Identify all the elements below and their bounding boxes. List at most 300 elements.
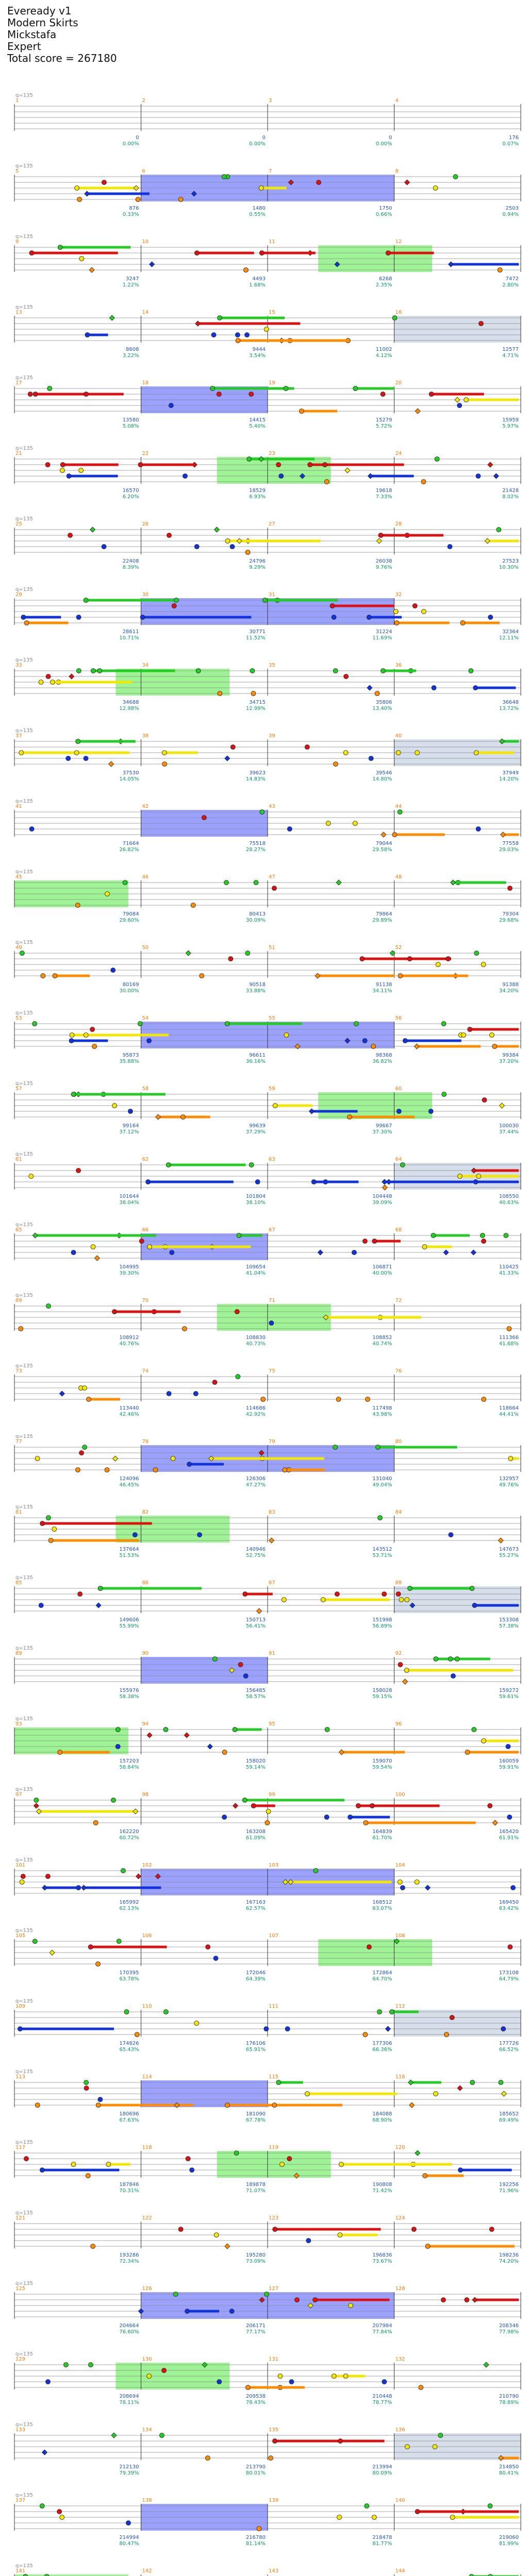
measure-score: 198236 [499, 2252, 519, 2258]
measure-score: 37949 [502, 770, 519, 776]
measure-score: 206171 [245, 2323, 266, 2329]
measure-number: 131 [269, 2357, 279, 2362]
measure-percent: 29.03% [499, 847, 519, 853]
note-gem [398, 1880, 402, 1885]
measure-percent: 37.30% [372, 1129, 392, 1135]
hopo-note [184, 1733, 189, 1738]
note-gem [76, 739, 80, 744]
bpm-label: q=135 [15, 1010, 33, 1016]
measure-number: 27 [269, 521, 275, 527]
measure-percent: 41.68% [499, 1341, 519, 1347]
measure-percent: 0.33% [122, 212, 139, 217]
measure-score: 208694 [119, 2394, 139, 2399]
measure-percent: 44.41% [499, 1412, 519, 1417]
measure-score: 876 [129, 206, 139, 211]
note-gem [251, 691, 256, 696]
note-gem [405, 1598, 409, 1602]
note-gem [236, 1375, 240, 1379]
note-gem [190, 2168, 194, 2173]
measure-score: 137664 [119, 1547, 139, 1552]
note-gem [212, 1657, 217, 1662]
note-gem [21, 615, 26, 620]
measure-percent: 4.12% [375, 353, 392, 359]
hopo-note [195, 321, 201, 326]
measure-percent: 64.79% [499, 1976, 519, 1982]
note-gem [47, 386, 52, 391]
measure-score: 36648 [502, 700, 519, 705]
measure-number: 133 [15, 2427, 26, 2433]
note-gem [469, 669, 473, 673]
note-gem [480, 1233, 485, 1238]
measure-percent: 40.63% [499, 1200, 519, 1206]
note-gem [273, 2439, 277, 2444]
measure-number: 14 [142, 310, 149, 315]
measure-percent: 77.84% [372, 2329, 392, 2335]
measure-percent: 65.43% [119, 2047, 139, 2053]
note-gem [451, 1674, 455, 1679]
note-gem [305, 2092, 309, 2096]
note-gem [233, 1727, 237, 1732]
bpm-label: q=135 [15, 1857, 33, 1863]
hopo-note [109, 761, 114, 767]
note-gem [389, 2010, 394, 2014]
note-gem [265, 1821, 270, 1825]
note-gem [455, 1657, 459, 1662]
note-gem [287, 2157, 292, 2161]
note-gem [170, 1250, 174, 1255]
note-gem [169, 403, 173, 408]
note-gem [272, 2103, 277, 2108]
note-gem [245, 2385, 250, 2390]
measure-number: 132 [395, 2357, 405, 2362]
bpm-label: q=135 [15, 2563, 33, 2569]
measure-score: 14415 [249, 417, 266, 423]
measure-score: 34715 [249, 700, 266, 705]
note-gem [185, 2309, 190, 2314]
measure-score: 204664 [119, 2323, 139, 2329]
note-gem [457, 1174, 462, 1179]
note-gem [92, 1044, 97, 1049]
measure-percent: 59.91% [499, 1765, 519, 1770]
note-gem [372, 1239, 377, 1244]
note-gem [214, 2233, 219, 2238]
measure-number: 101 [15, 1862, 26, 1868]
measure-percent: 71.07% [245, 2188, 266, 2194]
measure-number: 18 [142, 380, 149, 386]
measure-score: 108912 [119, 1335, 139, 1341]
measure-number: 82 [142, 1510, 149, 1515]
note-gem [392, 316, 397, 320]
measure-percent: 53.71% [372, 1553, 392, 1558]
measure-number: 84 [395, 1510, 402, 1515]
measure-percent: 6.93% [249, 494, 266, 500]
measure-number: 23 [269, 451, 275, 456]
note-gem [163, 2010, 168, 2014]
note-gem [448, 545, 452, 549]
note-gem [362, 1039, 367, 1043]
note-gem [282, 1598, 286, 1602]
note-gem [481, 1739, 486, 1743]
note-gem [197, 1533, 202, 1537]
measure-percent: 0.07% [502, 141, 519, 147]
measure-number: 54 [142, 1015, 149, 1021]
note-gem [191, 903, 195, 908]
measure-number: 48 [395, 874, 402, 880]
note-gem [105, 1468, 109, 1472]
note-gem [77, 197, 82, 202]
measure-number: 45 [15, 874, 22, 880]
note-gem [32, 1939, 37, 1944]
measure-percent: 59.15% [372, 1694, 392, 1700]
measure-score: 153308 [499, 1617, 519, 1623]
note-gem [415, 1880, 419, 1885]
hopo-note [415, 2150, 420, 2156]
measure-percent: 37.29% [245, 1129, 266, 1135]
measure-score: 192256 [499, 2182, 519, 2188]
note-gem [419, 2385, 423, 2390]
note-gem [336, 1397, 341, 1402]
note-gem [60, 2515, 64, 2520]
measure-percent: 14.80% [372, 776, 392, 782]
note-gem [98, 1586, 103, 1591]
bpm-label: q=135 [15, 1151, 33, 1157]
measure-percent: 30.00% [119, 988, 139, 994]
measure-score: 143512 [372, 1547, 392, 1552]
note-gem [123, 880, 127, 885]
note-gem [84, 756, 88, 761]
note-gem [48, 1538, 53, 1543]
note-gem [97, 669, 102, 673]
measure-number: 80 [395, 1439, 402, 1445]
note-gem [211, 333, 216, 337]
measure-number: 128 [395, 2286, 405, 2292]
bpm-label: q=135 [15, 1928, 33, 1934]
note-gem [24, 621, 29, 625]
measure-score: 30771 [249, 629, 266, 635]
note-gem [243, 268, 248, 273]
note-gem [488, 615, 493, 620]
note-gem [173, 2292, 178, 2297]
note-gem [58, 245, 62, 250]
measure-percent: 9.29% [249, 565, 266, 570]
hopo-note [225, 2244, 230, 2249]
hopo-note [488, 462, 493, 467]
bpm-label: q=135 [15, 657, 33, 663]
measure-score: 185652 [499, 2111, 519, 2117]
measure-number: 8 [395, 168, 399, 174]
measure-score: 196836 [372, 2252, 392, 2258]
note-gem [421, 609, 426, 614]
measure-score: 18529 [249, 488, 266, 494]
note-gem [399, 1598, 404, 1602]
measure-score: 96611 [249, 1053, 266, 1058]
measure-percent: 67.78% [245, 2117, 266, 2123]
note-gem [124, 2010, 129, 2014]
measure-score: 163208 [245, 1829, 266, 1835]
measure-number: 90 [142, 1651, 149, 1656]
note-gem [474, 751, 478, 755]
measure-percent: 30.09% [245, 918, 266, 923]
measure-score: 113440 [119, 1405, 139, 1411]
measure-number: 81 [15, 1510, 22, 1515]
hopo-note [309, 1109, 314, 1114]
note-gem [60, 468, 64, 473]
measure-percent: 2.80% [502, 282, 519, 288]
measure-number: 37 [15, 733, 22, 739]
hopo-note [318, 1250, 323, 1255]
note-gem [102, 545, 106, 549]
measure-number: 52 [395, 945, 402, 951]
note-gem [162, 762, 167, 767]
note-gem [34, 1798, 39, 1803]
note-gem [29, 1174, 34, 1179]
note-gem [458, 2168, 463, 2173]
measure-number: 95 [269, 1721, 275, 1727]
measure-number: 63 [269, 1157, 275, 1162]
note-gem [112, 1104, 117, 1108]
measure-percent: 41.33% [499, 1270, 519, 1276]
measure-percent: 73.09% [245, 2259, 266, 2264]
bpm-label: q=135 [15, 1787, 33, 1792]
note-gem [435, 457, 439, 462]
measure-number: 85 [15, 1580, 22, 1586]
note-gem [508, 1456, 513, 1461]
measure-percent: 71.96% [499, 2188, 519, 2194]
bpm-label: q=135 [15, 940, 33, 945]
note-gem [121, 1869, 125, 1873]
measure-number: 60 [395, 1086, 402, 1092]
hopo-note [42, 2450, 47, 2455]
note-gem [434, 1657, 438, 1662]
measure-number: 22 [142, 451, 149, 456]
measure-percent: 29.68% [499, 918, 519, 923]
note-gem [75, 1468, 80, 1472]
measure-percent: 7.33% [375, 494, 392, 500]
note-gem [273, 2227, 277, 2232]
note-gem [278, 2374, 283, 2379]
measure-score: 99667 [375, 1123, 392, 1129]
note-gem [325, 1727, 329, 1732]
note-gem [46, 1304, 51, 1309]
bpm-label: q=135 [15, 869, 33, 875]
note-gem [180, 1115, 185, 1120]
hopo-note [50, 1950, 55, 1955]
measure-percent: 42.92% [245, 1412, 266, 1417]
bpm-label: q=135 [15, 587, 33, 592]
note-gem [371, 1044, 376, 1049]
hopo-note [485, 538, 490, 544]
note-gem [284, 1033, 289, 1038]
measure-percent: 29.58% [372, 847, 392, 853]
measure-number: 40 [395, 733, 402, 739]
measure-number: 135 [269, 2427, 279, 2433]
measure-score: 159272 [499, 1688, 519, 1693]
note-gem [21, 1874, 25, 1879]
measure-percent: 69.49% [499, 2117, 519, 2123]
measure-percent: 35.88% [119, 1059, 139, 1064]
note-gem [377, 2010, 382, 2014]
measure-score: 1750 [379, 206, 392, 211]
measure-percent: 4.71% [502, 353, 519, 359]
measure-percent: 26.82% [119, 847, 139, 853]
note-gem [330, 604, 335, 608]
bpm-label: q=135 [15, 1998, 33, 2004]
measure-score: 19618 [375, 488, 392, 494]
note-gem [441, 2298, 446, 2302]
note-gem [206, 1945, 210, 1950]
note-gem [210, 386, 215, 391]
note-gem [196, 669, 201, 673]
bpm-label: q=135 [15, 1081, 33, 1087]
note-gem [393, 609, 398, 614]
note-gem [20, 1880, 24, 1885]
measure-percent: 37.12% [119, 1129, 139, 1135]
measure-number: 21 [15, 451, 22, 456]
note-gem [269, 1321, 274, 1326]
hopo-note [42, 1885, 47, 1890]
bpm-label: q=135 [15, 799, 33, 804]
note-gem [400, 1886, 405, 1890]
measure-score: 167163 [245, 1900, 266, 1905]
note-gem [87, 1397, 91, 1402]
measure-percent: 78.77% [372, 2400, 392, 2405]
measure-number: 68 [395, 1227, 402, 1233]
note-gem [444, 2032, 449, 2037]
bpm-label: q=135 [15, 1363, 33, 1369]
note-gem [69, 1039, 74, 1043]
measure-score: 71664 [122, 841, 139, 846]
measure-score: 0 [136, 135, 139, 141]
note-gem [133, 1533, 137, 1537]
note-gem [476, 474, 481, 479]
measure-percent: 36.16% [245, 1059, 266, 1064]
hopo-note [112, 1456, 118, 1461]
measure-number: 43 [269, 804, 275, 809]
note-gem [52, 1527, 57, 1532]
measure-number: 117 [15, 2145, 26, 2150]
measure-number: 51 [269, 945, 275, 951]
measure-score: 79044 [375, 841, 392, 846]
hopo-note [408, 2080, 414, 2085]
measure-number: 7 [269, 168, 272, 174]
note-gem [421, 480, 426, 484]
note-gem [468, 1027, 472, 1032]
measure-percent: 1.68% [249, 282, 266, 288]
note-gem [285, 2027, 290, 2031]
note-gem [235, 1310, 239, 1314]
measure-percent: 8.39% [122, 565, 139, 570]
hopo-note [381, 832, 386, 837]
measure-percent: 9.76% [375, 565, 392, 570]
measure-percent: 40.00% [372, 1270, 392, 1276]
note-gem [60, 463, 65, 467]
measure-score: 151998 [372, 1617, 392, 1623]
measure-score: 170395 [119, 1970, 139, 1976]
measure-number: 62 [142, 1157, 149, 1162]
measure-number: 105 [15, 1933, 26, 1939]
measure-number: 92 [395, 1651, 402, 1656]
measure-score: 1480 [252, 206, 266, 211]
note-gem [272, 886, 276, 891]
measure-number: 16 [395, 310, 402, 315]
measure-percent: 61.09% [245, 1835, 266, 1841]
measure-score: 164839 [372, 1829, 392, 1835]
note-gem [183, 474, 187, 479]
hopo-note [403, 1679, 408, 1684]
hopo-note [111, 2433, 117, 2438]
measure-score: 80413 [249, 911, 266, 917]
measure-number: 98 [142, 1792, 149, 1798]
measure-percent: 8.02% [502, 494, 519, 500]
hopo-note [382, 1185, 387, 1190]
note-gem [398, 810, 402, 815]
note-gem [71, 1250, 76, 1255]
measure-score: 165420 [499, 1829, 519, 1835]
measure-number: 42 [142, 804, 149, 809]
measure-score: 181090 [245, 2111, 266, 2117]
measure-percent: 79.39% [119, 2470, 139, 2476]
note-gem [244, 333, 249, 337]
measure-percent: 41.04% [245, 1270, 266, 1276]
note-gem [186, 2157, 190, 2161]
note-gem [63, 2363, 68, 2367]
measure-score: 210790 [499, 2394, 519, 2399]
note-gem [343, 751, 348, 755]
note-gem [249, 1163, 254, 1167]
measure-number: 116 [395, 2074, 405, 2080]
note-gem [237, 1233, 241, 1238]
measure-percent: 5.40% [249, 423, 266, 429]
note-gem [323, 463, 327, 467]
measure-number: 79 [269, 1439, 275, 1445]
note-gem [116, 1727, 120, 1732]
measure-score: 77558 [502, 841, 519, 846]
note-gem [218, 316, 222, 320]
bpm-label: q=135 [15, 234, 33, 240]
note-gem [482, 1239, 486, 1244]
measure-number: 139 [269, 2498, 279, 2503]
measure-number: 30 [142, 592, 149, 598]
note-gem [91, 2244, 95, 2249]
measure-score: 189878 [245, 2182, 266, 2188]
note-gem [337, 2515, 342, 2520]
note-gem [305, 745, 309, 750]
measure-score: 216780 [245, 2535, 266, 2540]
note-gem [378, 533, 383, 538]
measure-percent: 56.89% [372, 1623, 392, 1629]
note-gem [46, 674, 51, 679]
note-gem [238, 1663, 243, 1667]
note-gem [213, 1956, 218, 1961]
measure-score: 32364 [502, 629, 519, 635]
note-gem [287, 827, 292, 832]
note-gem [228, 957, 233, 961]
note-gem [381, 669, 385, 673]
measure-score: 156485 [245, 1688, 266, 1693]
measure-score: 0 [262, 135, 266, 141]
measure-number: 36 [395, 663, 402, 668]
measure-percent: 29.89% [372, 918, 392, 923]
hopo-note [136, 1874, 141, 1879]
measure-score: 22408 [122, 558, 139, 564]
note-gem [465, 1750, 470, 1755]
note-gem [472, 1603, 477, 1608]
note-gem [476, 827, 481, 832]
hopo-note [425, 1885, 431, 1890]
measure-percent: 70.31% [119, 2188, 139, 2194]
hopo-note [94, 1256, 100, 1261]
measure-score: 75518 [249, 841, 266, 846]
